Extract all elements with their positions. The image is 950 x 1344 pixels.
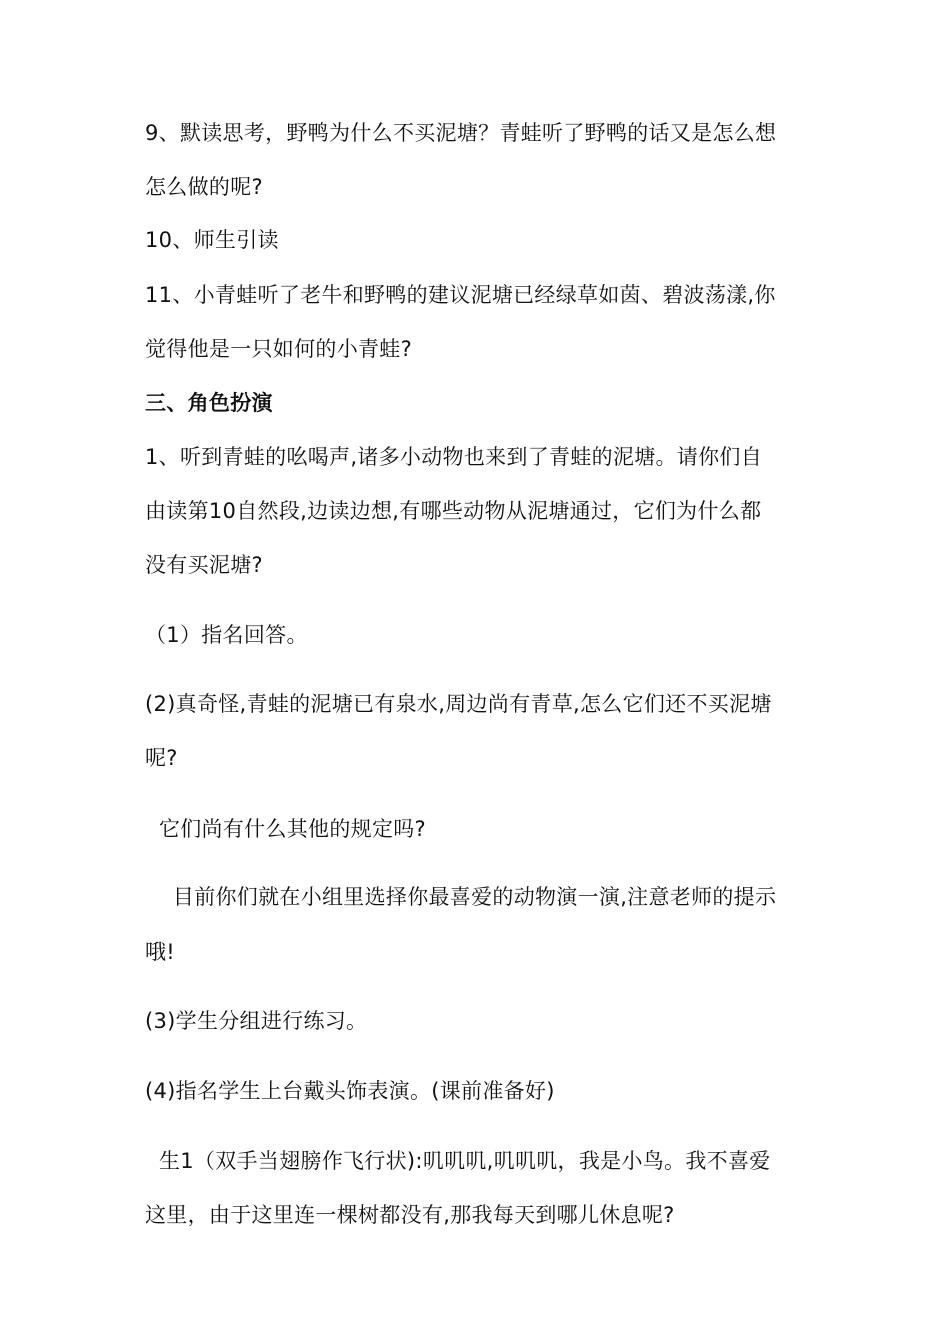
text-line: 11、小青蛙听了老牛和野鸭的建议泥塘已经绿草如茵、碧波荡漾,你 [145,283,776,307]
text-line: 10、师生引读 [145,228,279,252]
text-line: 呢? [145,746,178,770]
text-line: 它们尚有什么其他的规定吗? [145,817,426,841]
text-line: 没有买泥塘? [145,553,263,577]
text-line: 怎么做的呢? [145,175,263,199]
text-line: 哦! [145,940,176,964]
section-heading: 三、角色扮演 [145,391,273,415]
text-line: (3)学生分组进行练习。 [145,1009,368,1033]
text-line: 生1（双手当翅膀作飞行状):叽叽叽,叽叽叽，我是小鸟。我不喜爱 [145,1149,771,1173]
text-line: 9、默读思考，野鸭为什么不买泥塘？青蛙听了野鸭的话又是怎么想 [145,121,777,145]
text-line: 目前你们就在小组里选择你最喜爱的动物演一演,注意老师的提示 [145,885,777,909]
text-line: (2)真奇怪,青蛙的泥塘已有泉水,周边尚有青草,怎么它们还不买泥塘 [145,692,772,716]
text-line: 觉得他是一只如何的小青蛙? [145,337,413,361]
text-line: (4)指名学生上台戴头饰表演。(课前准备好) [145,1079,555,1103]
text-line: 这里，由于这里连一棵树都没有,那我每天到哪儿休息呢? [145,1203,675,1227]
text-line: 由读第10自然段,边读边想,有哪些动物从泥塘通过，它们为什么都 [145,499,762,523]
text-line: 1、听到青蛙的吆喝声,诸多小动物也来到了青蛙的泥塘。请你们自 [145,445,763,469]
text-line: （1）指名回答。 [145,623,308,647]
